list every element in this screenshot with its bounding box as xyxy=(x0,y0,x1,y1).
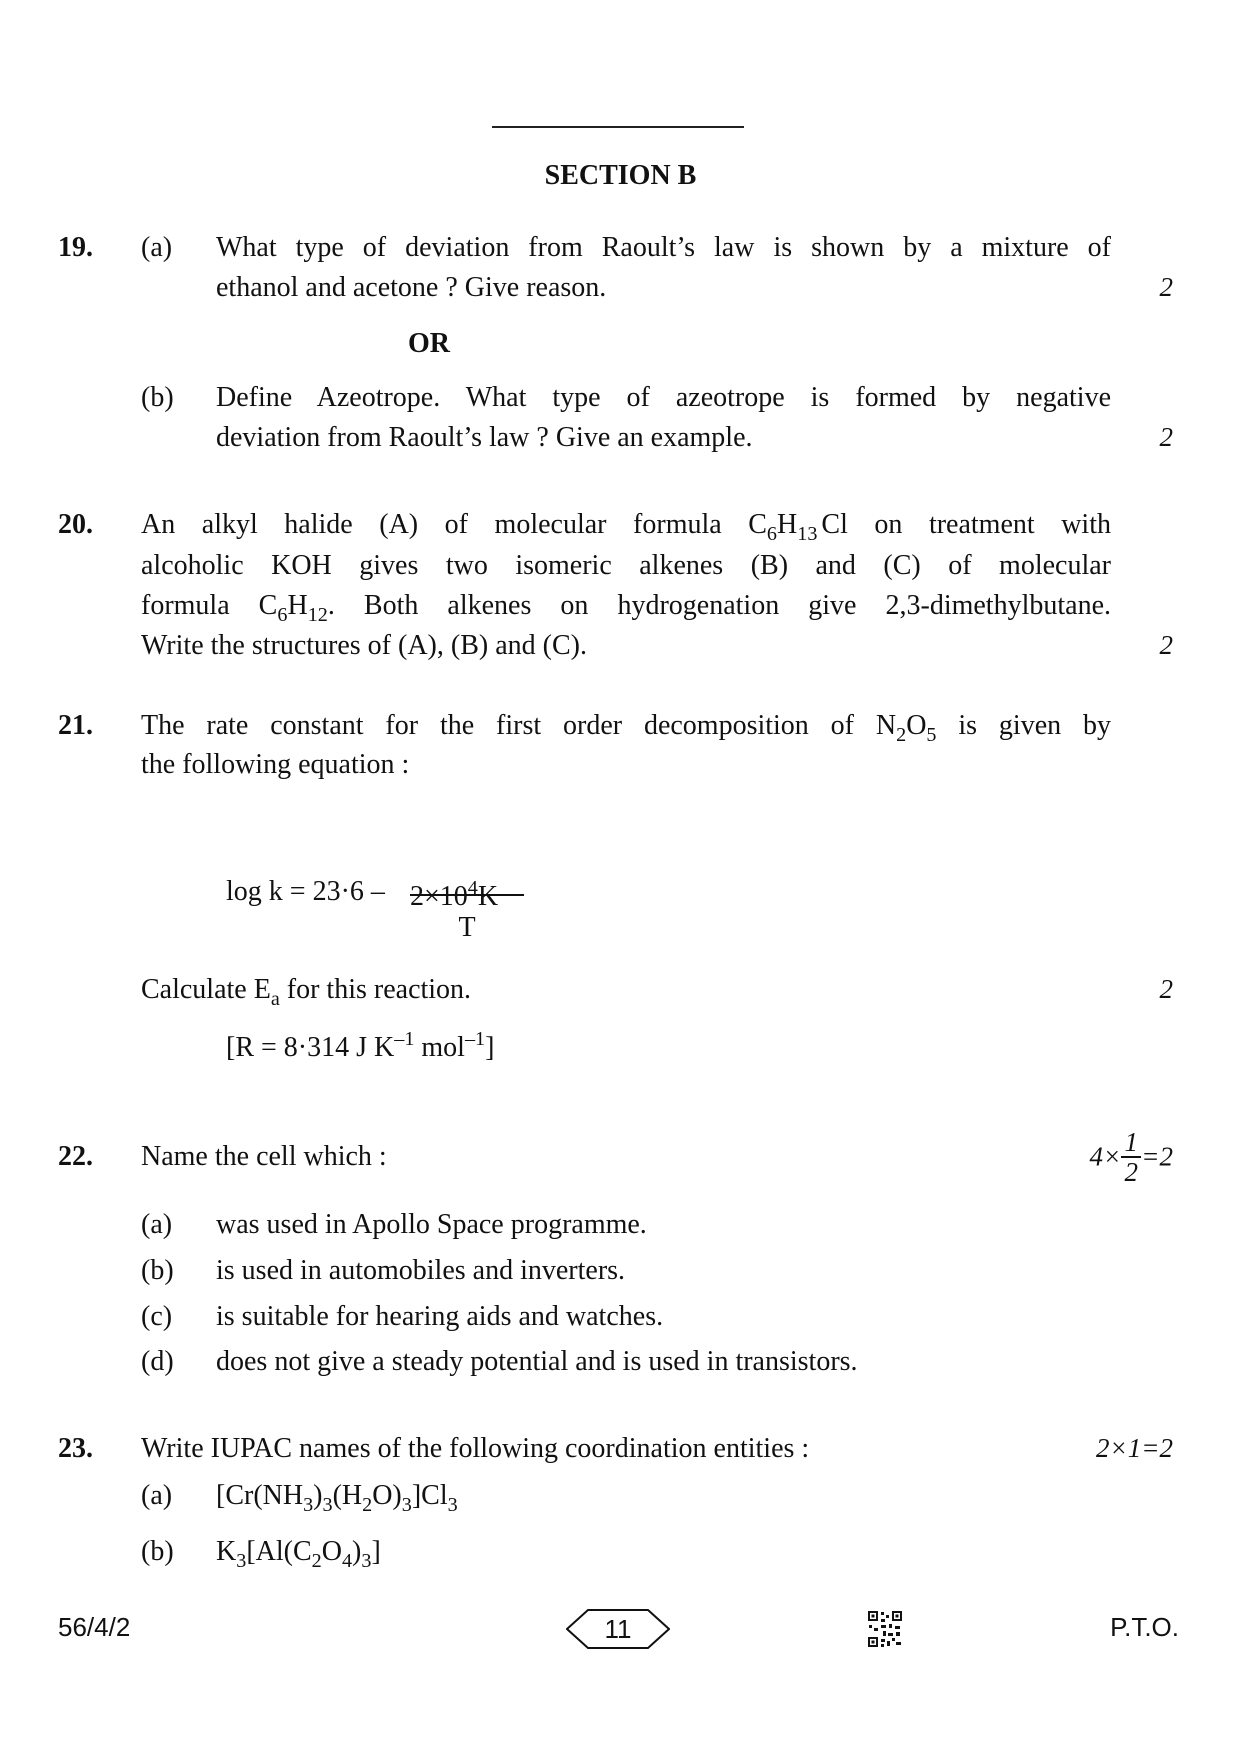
q23-b-label: (b) xyxy=(141,1536,174,1567)
q20-line4: Write the structures of (A), (B) and (C). xyxy=(141,630,587,661)
q22-stem: Name the cell which : xyxy=(141,1141,387,1172)
top-rule xyxy=(492,126,744,128)
question-number-22: 22. xyxy=(58,1141,93,1172)
question-number-21: 21. xyxy=(58,710,93,741)
or-separator: OR xyxy=(408,328,450,359)
q20-line3: formula $C_6H_{12}$. Both alkenes on hydrogenation give 2,3-dimethylbutane. xyxy=(141,590,1112,627)
q19-b-line1: Define Azeotrope. What type of azeotrope is formed by negative xyxy=(216,382,1111,413)
q20-line2: alcoholic KOH gives two isomeric alkenes (B) and (C) of molecular xyxy=(141,550,1111,581)
q21-calculate: Calculate $E_a$ for this reaction. xyxy=(141,974,472,1011)
q22-item-label-a: (a) xyxy=(141,1209,173,1240)
q22-item-label-c: (c) xyxy=(141,1301,173,1332)
q19-a-line1: What type of deviation from Raoult’s law is shown by a mixture of xyxy=(216,232,1111,263)
q22-item-label-d: (d) xyxy=(141,1346,174,1377)
q23-stem: Write IUPAC names of the following coordination entities : xyxy=(141,1433,810,1464)
q22-item-label-b: (b) xyxy=(141,1255,174,1286)
q21-marks: 2 xyxy=(1159,974,1173,1004)
q21-line1: The rate constant for the first order decomposition of $N_2O_5$ is given by xyxy=(141,710,1112,747)
q19-b-label: (b) xyxy=(141,382,174,413)
rate-equation-fraction-bar xyxy=(410,894,524,896)
qr-code-icon xyxy=(868,1611,902,1647)
q19-a-marks: 2 xyxy=(1159,272,1173,302)
please-turn-over: P.T.O. xyxy=(1110,1612,1179,1642)
q22-item-d: does not give a steady potential and is used in transistors. xyxy=(216,1346,858,1377)
q19-b-line2: deviation from Raoult’s law ? Give an example. xyxy=(216,422,753,453)
gas-constant: [R = 8·314 J $K^{-1}$ mol$^{-1}$] xyxy=(226,1027,495,1063)
page-number: 11 xyxy=(604,1614,632,1644)
q22-item-b: is used in automobiles and inverters. xyxy=(216,1255,626,1286)
q22-item-c: is suitable for hearing aids and watches. xyxy=(216,1301,664,1332)
q19-a-line2: ethanol and acetone ? Give reason. xyxy=(216,272,607,303)
page-number-badge xyxy=(566,1609,670,1649)
q20-marks: 2 xyxy=(1159,630,1173,660)
q23-b-formula: $K_3[Al(C_2O_4)_3]$ xyxy=(216,1536,381,1573)
exam-page: SECTION B 19. (a) What type of deviation from Raoult’s law is shown by a mixture of ethanol and acetone ? Give reason. 2 OR (b) Define Azeotrope. What type of azeotrope is formed by negative deviation from Raoult’s law ? Give an example. 2 20. An alkyl halide (A) of molecular formula $C_6H_{13}$ Cl on treatment with alcoholic KOH gives two isomeric alkenes (B) and (C) of molecular formula $C_6H_{12}$. Both alkenes on hydrogenation give 2,3-dimethylbutane. Write the structures of (A), (B) and (C). 2 21. The rate constant for the first order decomposition of $N_2O_5$ is given by the following equation : log k = 23·6 – $2\times 10^4K$ T Calculate $E_a$ for this reaction. 2 [R = 8·314 J $K^{-1}$ mol$^{-1}$] 22. Name the cell which : 4× $\frac{1}{2}$ =2 (a) was used in Apollo Space programme. (b) is used in automobiles and inverters. (c) is suitable for hearing aids and watches. (d) does not give a steady potential and is used in transistors. 23. Write IUPAC names of the following coordination entities : 2×1=2 (a) $[Cr(NH_3)_3(H_2O)_3]Cl_3$ (b) $K_3[Al(C_2O_4)_3]$ 56/4/2 11 P.T.O. xyxy=(0,0,1241,1755)
question-number-23: 23. xyxy=(58,1433,93,1464)
q21-line2: the following equation : xyxy=(141,749,410,780)
q20-line1: An alkyl halide (A) of molecular formula $C_6H_{13}$ Cl on treatment with xyxy=(141,509,1111,546)
paper-code: 56/4/2 xyxy=(58,1612,131,1642)
question-number-20: 20. xyxy=(58,509,93,540)
q19-a-label: (a) xyxy=(141,232,173,263)
q23-a-formula: $[Cr(NH_3)_3(H_2O)_3]Cl_3$ xyxy=(216,1480,458,1517)
q22-marks: 4× $\frac{1}{2}$ =2 xyxy=(1089,1127,1173,1187)
question-number-19: 19. xyxy=(58,232,93,263)
q23-marks: 2×1=2 xyxy=(1096,1433,1173,1463)
q23-a-label: (a) xyxy=(141,1480,173,1511)
section-title: SECTION B xyxy=(544,160,697,191)
q22-item-a: was used in Apollo Space programme. xyxy=(216,1209,647,1240)
q19-b-marks: 2 xyxy=(1159,422,1173,452)
